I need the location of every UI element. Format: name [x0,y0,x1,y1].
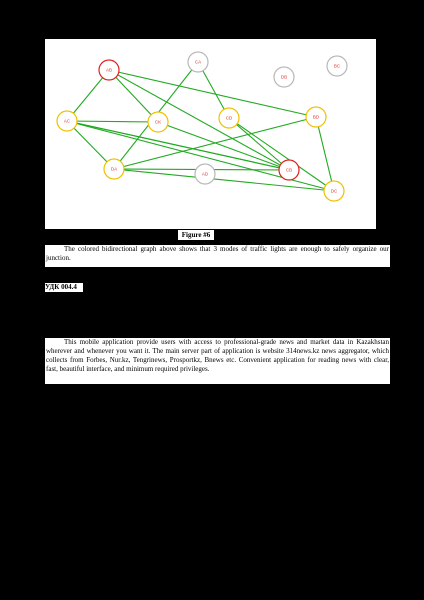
graph-node-label: BC [333,63,341,69]
graph-node-bc [327,56,347,76]
graph-node-bd [306,107,326,127]
graph-edge-ac-ck [67,121,158,122]
graph-node-label: DC [330,188,338,194]
graph-node-cb [279,160,299,180]
traffic-light-graph [45,39,376,229]
graph-node-label: CA [194,59,202,65]
udk-heading: УДК 004.4 [45,283,83,292]
graph-node-ck [148,112,168,132]
graph-edge-ab-ck [109,70,158,122]
app-description-paragraph [45,338,390,384]
graph-node-label: CD [225,115,233,121]
graph-node-label: AD [201,171,209,177]
graph-description-text: The colored bidirectional graph above shows that 3 modes of traffic lights are enough to safely organize our junction. [46,245,389,262]
graph-node-label: DA [110,166,118,172]
graph-node-label: CB [285,167,293,173]
graph-node-label: AB [105,67,113,73]
graph-node-ca [188,52,208,72]
graph-edge-cd-dc [229,118,334,191]
graph-node-ad [195,164,215,184]
graph-node-label: AC [63,118,71,124]
graph-node-dc [324,181,344,201]
graph-edge-da-dc [114,169,334,191]
figure-caption: Figure #6 [178,230,214,240]
graph-node-ac [57,111,77,131]
graph-node-label: BD [312,114,320,120]
graph-description-paragraph [45,245,390,267]
app-description-text: This mobile application provide users with access to professional-grade news and market data in Kazakhstan wherever and whenever you want it. The main server part of application is website 314news.kz news aggregator, which collects from Forbes, Nur.kz, Tengrinews, Prosportkz, Bnews etc. Convenient application for reading news with clear, fast, beautiful interface, and minimum required privileges. [46,338,389,373]
graph-node-label: DB [280,74,288,80]
graph-node-ab [99,60,119,80]
graph-node-da [104,159,124,179]
graph-edge-ab-cb [109,70,289,170]
graph-node-label: CK [154,119,162,125]
graph-edge-cb-ac [67,121,289,170]
graph-node-cd [219,108,239,128]
graph-node-db [274,67,294,87]
graph-figure [45,39,376,229]
